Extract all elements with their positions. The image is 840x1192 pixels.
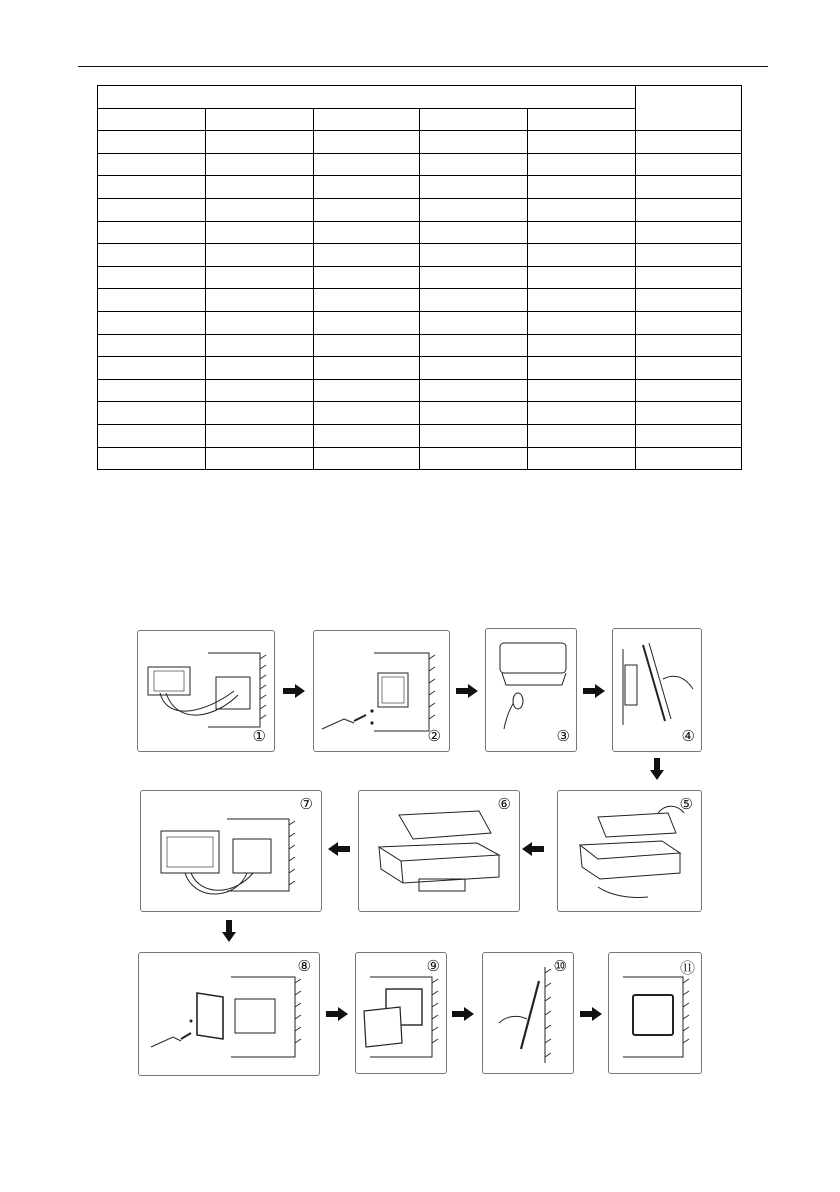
arrow-left-icon xyxy=(328,842,350,856)
table-cell xyxy=(98,221,206,244)
table-cell xyxy=(206,131,314,154)
table-cell xyxy=(314,176,420,199)
step-number: ⑪ xyxy=(679,959,695,977)
step-9-panel xyxy=(355,952,447,1074)
table-row xyxy=(98,447,742,470)
table-cell xyxy=(528,289,636,312)
step-7-illustration xyxy=(141,791,321,911)
arrow-right-icon xyxy=(452,1007,474,1021)
table-cell xyxy=(420,424,528,447)
step-number: ⑥ xyxy=(497,795,511,813)
table-cell xyxy=(636,176,742,199)
table-row xyxy=(98,131,742,154)
step-number: ⑩ xyxy=(553,957,567,975)
step-1-panel xyxy=(137,630,275,752)
table-top-header xyxy=(98,86,636,109)
table-cell xyxy=(420,447,528,470)
step-6-illustration xyxy=(359,791,519,911)
table-cell xyxy=(206,357,314,380)
table-cell xyxy=(98,424,206,447)
table-cell xyxy=(528,311,636,334)
table-cell xyxy=(636,311,742,334)
table-cell xyxy=(636,221,742,244)
step-number: ③ xyxy=(556,727,570,745)
table-cell xyxy=(314,334,420,357)
table-cell xyxy=(98,131,206,154)
table-cell xyxy=(98,447,206,470)
arrow-right-icon xyxy=(580,1007,602,1021)
table-cell xyxy=(528,424,636,447)
table-cell xyxy=(314,198,420,221)
table-cell xyxy=(420,379,528,402)
table-row xyxy=(98,176,742,199)
table-row xyxy=(98,424,742,447)
table-cell xyxy=(206,221,314,244)
table-cell xyxy=(528,447,636,470)
table-row xyxy=(98,402,742,425)
table-cell xyxy=(420,198,528,221)
table-cell xyxy=(528,198,636,221)
table-subheader xyxy=(206,108,314,131)
arrow-down-icon xyxy=(222,920,236,942)
table-cell xyxy=(206,424,314,447)
table-cell xyxy=(314,221,420,244)
table-cell xyxy=(636,379,742,402)
table-row xyxy=(98,289,742,312)
table-cell xyxy=(206,244,314,267)
table-cell xyxy=(314,131,420,154)
table-cell xyxy=(314,153,420,176)
table-cell xyxy=(314,289,420,312)
table-cell xyxy=(314,266,420,289)
table-cell xyxy=(420,334,528,357)
table-cell xyxy=(528,357,636,380)
step-8-illustration xyxy=(139,953,319,1075)
table-cell xyxy=(420,311,528,334)
table-header-row xyxy=(98,86,742,109)
table-cell xyxy=(636,289,742,312)
step-number: ⑧ xyxy=(297,957,311,975)
table-row xyxy=(98,244,742,267)
table-cell xyxy=(98,244,206,267)
table-cell xyxy=(314,424,420,447)
table-cell xyxy=(420,244,528,267)
table-row xyxy=(98,311,742,334)
arrow-right-icon xyxy=(326,1007,348,1021)
step-6-panel xyxy=(358,790,520,912)
table-cell xyxy=(98,402,206,425)
table-cell xyxy=(420,402,528,425)
table-cell xyxy=(206,402,314,425)
table-row xyxy=(98,153,742,176)
table-cell xyxy=(528,402,636,425)
table-row xyxy=(98,221,742,244)
table-cell xyxy=(528,221,636,244)
step-number: ⑦ xyxy=(299,795,313,813)
table-cell xyxy=(528,176,636,199)
table-cell xyxy=(420,131,528,154)
table-cell xyxy=(314,244,420,267)
step-number: ① xyxy=(252,727,266,745)
table-cell xyxy=(636,447,742,470)
step-2-panel xyxy=(313,630,450,752)
table-cell xyxy=(206,176,314,199)
step-5-panel xyxy=(557,790,702,912)
table-cell xyxy=(206,289,314,312)
table-row xyxy=(98,334,742,357)
table-cell xyxy=(636,424,742,447)
table-cell xyxy=(636,198,742,221)
table-cell xyxy=(528,244,636,267)
table-cell xyxy=(420,221,528,244)
table-cell xyxy=(636,402,742,425)
arrow-down-icon xyxy=(650,758,664,780)
arrow-right-icon xyxy=(456,684,478,698)
step-8-panel xyxy=(138,952,320,1076)
arrow-right-icon xyxy=(283,684,305,698)
table-subheader xyxy=(420,108,528,131)
step-number: ⑨ xyxy=(426,957,440,975)
table-cell xyxy=(636,153,742,176)
table-cell xyxy=(98,311,206,334)
table-cell xyxy=(314,402,420,425)
table-cell xyxy=(420,289,528,312)
table-cell xyxy=(420,266,528,289)
table-cell xyxy=(98,176,206,199)
arrow-right-icon xyxy=(583,684,605,698)
table-subheader xyxy=(98,108,206,131)
table-row xyxy=(98,266,742,289)
step-number: ⑤ xyxy=(679,795,693,813)
table-cell xyxy=(98,357,206,380)
table-side-header xyxy=(636,86,742,131)
table-cell xyxy=(636,266,742,289)
table-cell xyxy=(528,379,636,402)
table-cell xyxy=(98,153,206,176)
table-row xyxy=(98,357,742,380)
step-11-panel xyxy=(608,952,702,1074)
table-cell xyxy=(420,153,528,176)
table-cell xyxy=(206,447,314,470)
table-cell xyxy=(98,289,206,312)
table-cell xyxy=(528,153,636,176)
table-cell xyxy=(528,334,636,357)
table-cell xyxy=(98,334,206,357)
step-7-panel xyxy=(140,790,322,912)
table-cell xyxy=(528,131,636,154)
table-cell xyxy=(206,198,314,221)
table-cell xyxy=(206,379,314,402)
data-table xyxy=(97,85,742,470)
table-cell xyxy=(420,357,528,380)
table-cell xyxy=(206,334,314,357)
table-cell xyxy=(206,311,314,334)
step-3-panel xyxy=(485,628,577,752)
table-cell xyxy=(636,357,742,380)
table-cell xyxy=(314,447,420,470)
step-10-panel xyxy=(482,952,574,1074)
table-cell xyxy=(206,153,314,176)
table-cell xyxy=(528,266,636,289)
table-subheader xyxy=(528,108,636,131)
arrow-left-icon xyxy=(522,842,544,856)
step-number: ② xyxy=(427,727,441,745)
table-row xyxy=(98,379,742,402)
table-cell xyxy=(98,266,206,289)
table-cell xyxy=(98,198,206,221)
table-cell xyxy=(636,244,742,267)
header-rule xyxy=(78,66,768,67)
table-cell xyxy=(636,131,742,154)
table-cell xyxy=(314,379,420,402)
table-cell xyxy=(314,311,420,334)
table-cell xyxy=(206,266,314,289)
table-cell xyxy=(420,176,528,199)
table-cell xyxy=(314,357,420,380)
table-subheader xyxy=(314,108,420,131)
table-row xyxy=(98,198,742,221)
table-cell xyxy=(98,379,206,402)
step-4-panel xyxy=(612,628,702,752)
table-cell xyxy=(636,334,742,357)
step-number: ④ xyxy=(681,727,695,745)
